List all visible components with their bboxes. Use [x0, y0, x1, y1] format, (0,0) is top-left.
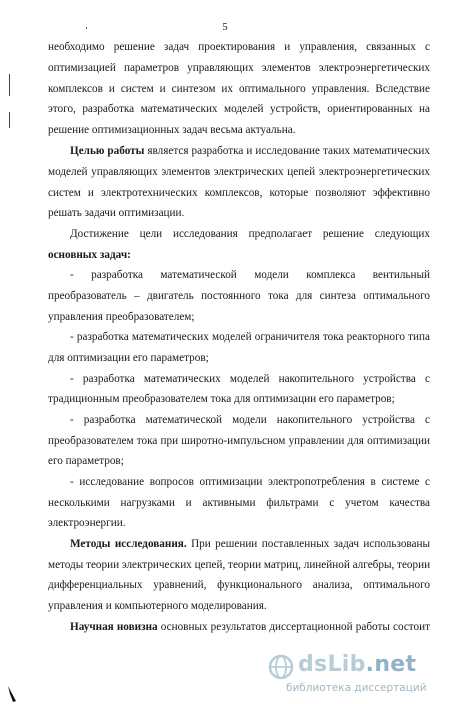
text-line — [70, 537, 430, 551]
text-line: методы теории электрических цепей, теории матриц, линейной алгебры, теории — [48, 559, 431, 571]
watermark-brand: dsLib — [298, 652, 366, 677]
corner-mark-icon — [6, 684, 20, 704]
text-line: необходимо решение задач проектирования и управления, связанных с — [48, 41, 430, 53]
text-line: электроэнергии. — [48, 517, 126, 529]
text-line — [70, 620, 430, 634]
text-line: Достижение цели исследования предполагает решение следующих — [70, 228, 430, 240]
text-line — [70, 268, 430, 282]
text-span: модели — [254, 269, 289, 281]
text-span: комплекса — [306, 269, 356, 281]
text-span: вентильный — [372, 269, 431, 281]
page-number: 5 — [222, 22, 228, 33]
scan-mark — [86, 27, 87, 29]
globe-icon — [268, 654, 294, 680]
scan-margin-line — [9, 112, 10, 128]
text-line: - разработка математических моделей накопительного устройства с — [70, 373, 430, 385]
scan-margin-line — [9, 74, 10, 96]
text-line: несколькими нагрузками и активными фильтрами с учетом качества — [48, 497, 430, 509]
text-span: При решении поставленных задач использованы — [191, 538, 431, 550]
text-line: этого, разработка математических моделей устройств, ориентированных на — [48, 103, 430, 115]
text-span: основных результатов диссертационной работы состоит — [160, 621, 431, 633]
text-line: моделей управляющих элементов электрических цепей электроэнергетических — [48, 166, 430, 178]
watermark-tld: .net — [365, 652, 417, 677]
text-line: оптимизацией параметров управляющих элементов электроэнергетических — [48, 62, 430, 74]
text-line: преобразователем тока при широтно-импульсном управлении для оптимизации — [48, 435, 430, 447]
text-line: - исследование вопросов оптимизации электропотребления в системе с — [70, 476, 430, 488]
text-line: комплексов и систем и синтезом их оптимального управления. Вследствие — [48, 83, 430, 95]
novelty-heading: Научная новизна — [70, 621, 158, 633]
text-span: - — [70, 269, 74, 281]
text-line — [70, 144, 430, 158]
text-line: дифференциальных уравнений, функционального анализа, оптимального — [48, 579, 430, 591]
text-span: является разработка и исследование таких математических — [147, 145, 430, 157]
watermark-subtitle: библиотека диссертаций — [286, 682, 427, 694]
text-line: для оптимизации его параметров; — [48, 352, 209, 364]
text-line: управления и компьютерного моделирования. — [48, 600, 267, 612]
text-line: управления преобразователем; — [48, 311, 195, 323]
text-line: традиционным преобразователем тока для оптимизации его параметров; — [48, 393, 395, 405]
text-line: - разработка математической модели накопительного устройства с — [70, 414, 430, 426]
text-line: - разработка математических моделей ограничителя тока реакторного типа — [70, 331, 430, 343]
text-line: систем и электротехнических комплексов, которые позволяют эффективно — [48, 187, 430, 199]
text-line: решать задачи оптимизации. — [48, 207, 185, 219]
text-line: его параметров; — [48, 455, 124, 467]
text-line: решение оптимизационных задач весьма актуальна. — [48, 124, 296, 136]
watermark-name — [298, 652, 416, 677]
methods-heading: Методы исследования. — [70, 538, 187, 550]
goal-heading: Целью работы — [70, 145, 145, 157]
tasks-heading: основных задач: — [48, 249, 131, 261]
watermark — [268, 654, 440, 698]
text-span: разработка — [91, 269, 143, 281]
text-line: преобразователь – двигатель постоянного тока для синтеза оптимального — [48, 290, 430, 302]
text-span: математической — [160, 269, 237, 281]
